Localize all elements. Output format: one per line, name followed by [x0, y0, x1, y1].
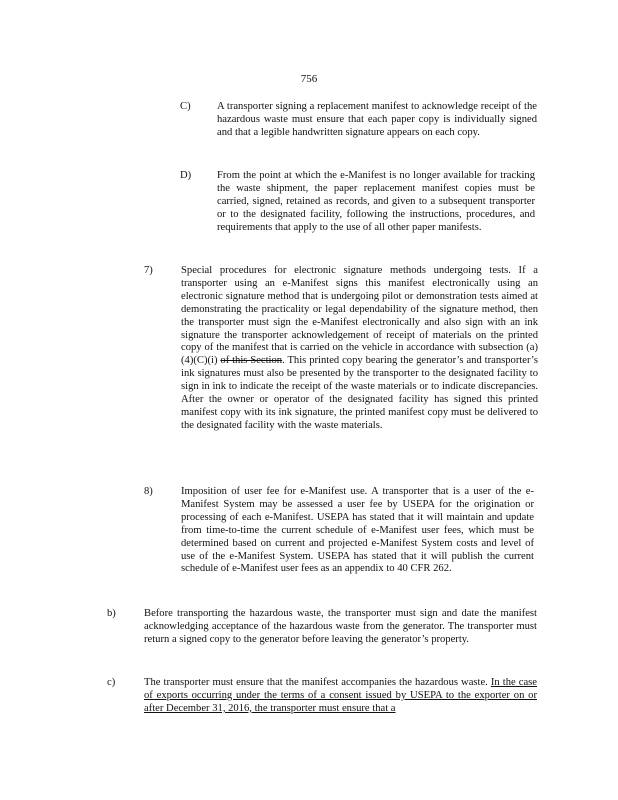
item-text-before: Special procedures for electronic signature methods undergoing tests. If a transporter using an e-Manifest signs this manifest electronically using an electronic signature method that is undergoing pilot or demonstration tests aimed at demonstrating the practicality or legal dependability of the signature method, then the transporter must sign the e-Manifest electronically and also sign with an ink signature the transporter acknowledgement of receipt of materials on the printed copy of the manifest that is carried on the vehicle in accordance with subsection (a)(4)(C)(i)	[181, 265, 538, 367]
item-text: Before transporting the hazardous waste, the transporter must sign and date the manifest acknowledging acceptance of the hazardous waste from the generator. The transporter must return a signed copy to the generator before leaving the generator’s property.	[144, 608, 537, 645]
page-number: 756	[300, 73, 318, 85]
item-label: 7)	[144, 265, 153, 276]
item-label: D)	[180, 170, 192, 181]
item-label: c)	[107, 677, 116, 688]
item-text	[144, 677, 537, 716]
item-text-plain: The transporter must ensure that the manifest accompanies the hazardous waste.	[144, 677, 488, 688]
item-text: From the point at which the e-Manifest is no longer available for tracking the waste shipment, the paper replacement manifest copies must be carried, signed, retained as records, and given to a subsequent transporter or to the designated facility, following the instructions, procedures, and requirements that apply to the use of all other paper manifests.	[217, 170, 535, 233]
item-text-after: . This printed copy bearing the generator’s and transporter’s ink signatures must also be presented by the transporter to the designated facility to sign in ink to indicate the receipt of the waste materials or to indicate discrepancies. After the owner or operator of the designated facility has signed this printed manifest copy with its ink signature, the printed manifest copy must be delivered to the designated facility with the waste materials.	[181, 355, 538, 431]
item-label: 8)	[144, 486, 153, 497]
item-label: b)	[107, 608, 116, 619]
item-text	[181, 265, 538, 433]
item-label: C)	[180, 101, 191, 112]
struck-text: of this Section	[220, 355, 283, 367]
item-text: Imposition of user fee for e-Manifest use. A transporter that is a user of the e-Manifest System may be assessed a user fee by USEPA for the origination or processing of each e-Manifest. USEPA has stated that it will maintain and update from time-to-time the current schedule of e-Manifest user fees, which must be determined based on current and projected e-Manifest System costs and level of use of the e-Manifest System. USEPA has stated that it will publish the current schedule of e-Manifest user fees as an appendix to 40 CFR 262.	[181, 486, 534, 575]
underlined-text: In the case of exports occurring under the terms of a consent issued by USEPA to the exporter on or after December 31, 2016, the transporter must ensure that a	[144, 677, 537, 714]
item-text: A transporter signing a replacement manifest to acknowledge receipt of the hazardous waste must ensure that each paper copy is individually signed and that a legible handwritten signature appears on each copy.	[217, 101, 537, 138]
